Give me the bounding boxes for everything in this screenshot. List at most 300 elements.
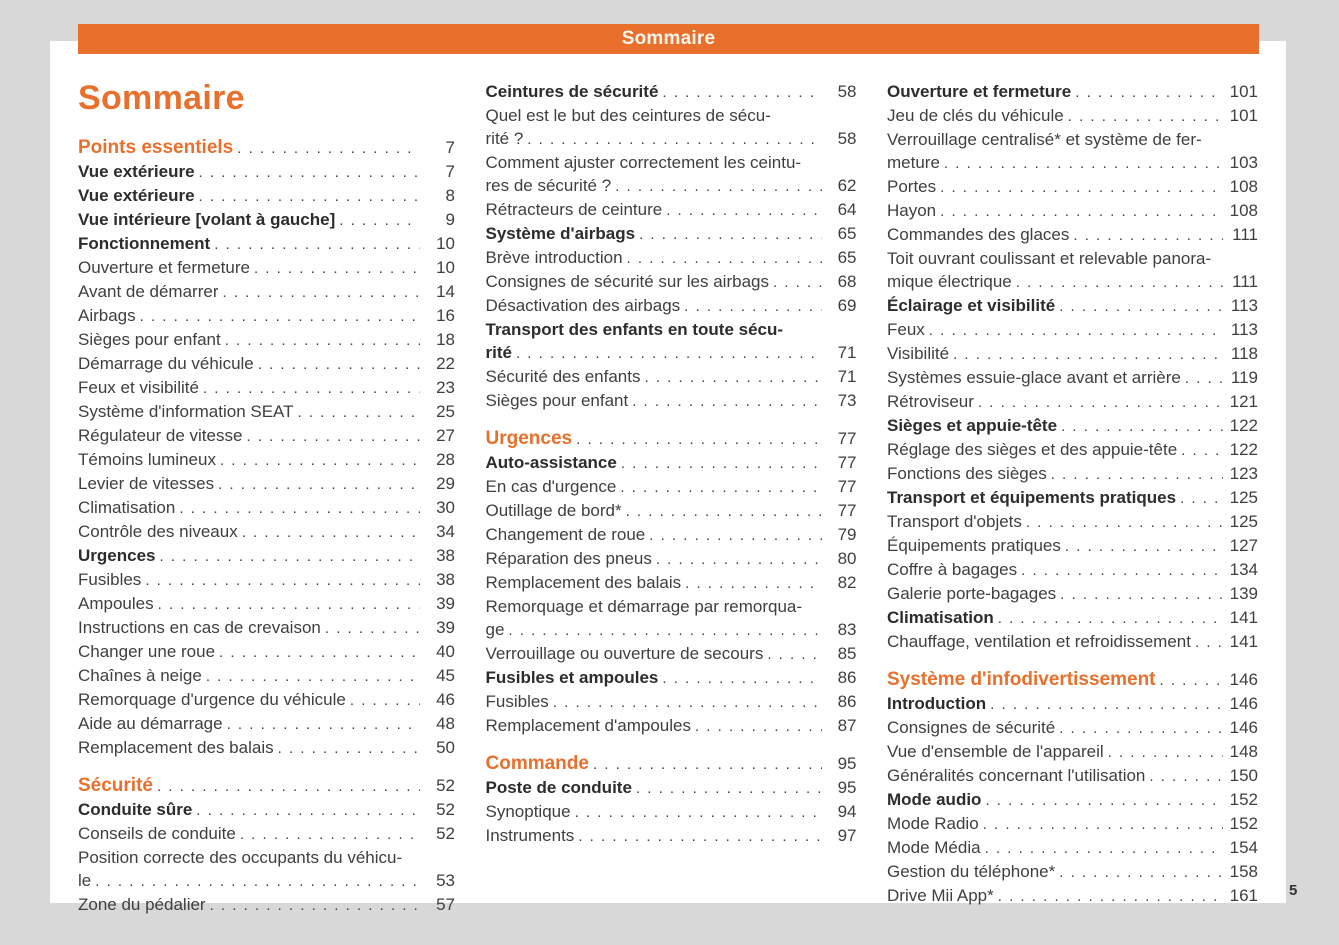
toc-entry[interactable] <box>887 740 1258 764</box>
toc-entry-label: Démarrage du véhicule <box>78 354 254 373</box>
dot-leader <box>1061 415 1223 438</box>
toc-entry-last-line <box>78 640 455 664</box>
toc-entry[interactable] <box>486 151 857 198</box>
toc-entry[interactable] <box>486 690 857 714</box>
toc-entry-last-line <box>887 582 1258 606</box>
toc-entry-last-line <box>78 774 455 798</box>
toc-entry-page: 52 <box>436 776 455 795</box>
toc-entry-last-line <box>887 80 1258 104</box>
toc-entry-last-line <box>486 427 857 451</box>
toc-entry-last-line <box>78 280 455 304</box>
toc-entry-label: Avant de démarrer <box>78 282 219 301</box>
toc-entry-label: Ouverture et fermeture <box>887 82 1072 101</box>
dot-leader <box>298 401 420 424</box>
dot-leader <box>983 813 1223 836</box>
toc-entry[interactable] <box>78 472 455 496</box>
toc-entry-last-line <box>887 716 1258 740</box>
toc-entry[interactable] <box>78 822 455 846</box>
dot-leader <box>210 894 420 917</box>
toc-entry[interactable] <box>486 270 857 294</box>
dot-leader <box>626 500 822 523</box>
toc-entry-label: Points essentiels <box>78 137 234 158</box>
dot-leader <box>1059 861 1223 884</box>
dot-leader <box>620 476 821 499</box>
toc-entry[interactable] <box>486 104 857 151</box>
toc-entry-label: Instructions en cas de crevaison <box>78 618 321 637</box>
toc-entry-page: 9 <box>445 210 455 229</box>
toc-entry-label: Vue extérieure <box>78 186 195 205</box>
dot-leader <box>145 569 420 592</box>
toc-entry-label: Changer une roue <box>78 642 216 661</box>
toc-entry-page: 48 <box>436 714 455 733</box>
dot-leader <box>206 665 420 688</box>
toc-entry[interactable] <box>486 451 857 475</box>
toc-entry[interactable] <box>78 208 455 232</box>
toc-entry[interactable] <box>486 595 857 642</box>
toc-entry[interactable] <box>887 438 1258 462</box>
toc-entry-page: 73 <box>837 391 857 410</box>
toc-entry[interactable] <box>78 400 455 424</box>
dot-leader <box>222 281 420 304</box>
toc-entry[interactable] <box>78 280 455 304</box>
toc-entry-label: Levier de vitesses <box>78 474 215 493</box>
toc-entry-page: 82 <box>837 573 857 592</box>
toc-entry[interactable] <box>78 640 455 664</box>
toc-entry[interactable] <box>887 128 1258 175</box>
toc-entry-page: 139 <box>1229 584 1258 603</box>
toc-entry-label: le <box>78 871 92 890</box>
toc-entry-last-line <box>887 438 1258 462</box>
toc-entry[interactable] <box>78 256 455 280</box>
toc-entry-last-line <box>486 571 857 595</box>
toc-entry-last-line <box>887 764 1258 788</box>
toc-entry-page: 40 <box>436 642 455 661</box>
toc-entry-page: 14 <box>436 282 455 301</box>
toc-entry-label: Vue extérieure <box>78 162 195 181</box>
toc-entry[interactable] <box>78 798 455 822</box>
toc-entry-last-line <box>887 812 1258 836</box>
toc-entry-last-line <box>887 630 1258 654</box>
toc-entry[interactable] <box>887 199 1258 223</box>
toc-entry[interactable] <box>486 571 857 595</box>
toc-entry-label: Synoptique <box>485 802 571 821</box>
dot-leader <box>242 521 420 544</box>
toc-entry-label: mique électrique <box>887 272 1012 291</box>
toc-entry-page: 77 <box>837 501 857 520</box>
toc-entries-column-3 <box>887 80 1258 908</box>
toc-entry-label: Auto-assistance <box>485 453 617 472</box>
toc-entry-label-line: Quel est le but des ceintures de sécu- <box>485 106 771 125</box>
toc-entry[interactable] <box>78 568 455 592</box>
toc-entry[interactable] <box>887 812 1258 836</box>
toc-entry-last-line <box>887 270 1258 294</box>
toc-entry-page: 80 <box>837 549 857 568</box>
toc-entry[interactable] <box>486 642 857 666</box>
toc-entry-page: 8 <box>445 186 455 205</box>
toc-entry-last-line <box>78 616 455 640</box>
toc-entry-label: Aide au démarrage <box>78 714 223 733</box>
toc-entry-last-line <box>78 798 455 822</box>
toc-entry-label: Rétroviseur <box>887 392 974 411</box>
toc-entry-page: 103 <box>1229 153 1258 172</box>
dot-leader <box>644 366 821 389</box>
dot-leader <box>695 715 822 738</box>
toc-entry-last-line <box>887 294 1258 318</box>
toc-entry-page: 10 <box>436 234 455 253</box>
toc-column-2 <box>486 80 857 917</box>
dot-leader <box>220 449 420 472</box>
toc-entry[interactable] <box>486 523 857 547</box>
dot-leader <box>773 271 822 294</box>
toc-entry-last-line <box>78 496 455 520</box>
dot-leader <box>199 161 420 184</box>
toc-entry-label: Remorquage d'urgence du véhicule <box>78 690 346 709</box>
toc-entry[interactable] <box>486 752 857 776</box>
toc-entry-label: Remplacement des balais <box>78 738 274 757</box>
toc-entry[interactable] <box>887 390 1258 414</box>
toc-entry-last-line <box>486 666 857 690</box>
dot-leader <box>227 713 420 736</box>
dot-leader <box>684 295 821 318</box>
toc-entry-page: 58 <box>837 82 857 101</box>
toc-entry-label: Jeu de clés du véhicule <box>887 106 1064 125</box>
toc-entry-label: Fusibles et ampoules <box>485 668 659 687</box>
toc-entry-page: 121 <box>1229 392 1258 411</box>
toc-entry-page: 58 <box>837 129 857 148</box>
toc-entry-page: 71 <box>837 367 857 386</box>
toc-entry-page: 95 <box>837 754 857 773</box>
dot-leader <box>1073 224 1223 247</box>
toc-entry[interactable] <box>887 486 1258 510</box>
toc-entry[interactable] <box>486 222 857 246</box>
toc-entry-label: Fusibles <box>78 570 142 589</box>
toc-entry-last-line <box>887 692 1258 716</box>
toc-entry-label: Système d'infodivertissement <box>887 669 1156 690</box>
toc-entry-last-line <box>887 558 1258 582</box>
toc-entry-last-line <box>78 869 455 893</box>
toc-entry-last-line <box>887 884 1258 908</box>
toc-entry-label-line: Position correcte des occupants du véhicu- <box>78 848 403 867</box>
toc-entry-label: Ouverture et fermeture <box>78 258 250 277</box>
toc-entry-last-line <box>78 520 455 544</box>
dot-leader <box>1051 463 1223 486</box>
dot-leader <box>1065 535 1223 558</box>
toc-entry[interactable] <box>486 547 857 571</box>
toc-column-1 <box>78 80 455 917</box>
toc-entries-column-1 <box>78 136 455 917</box>
toc-entry-last-line <box>78 352 455 376</box>
toc-entry-last-line <box>887 740 1258 764</box>
toc-entry[interactable] <box>78 232 455 256</box>
toc-entry-page: 113 <box>1230 296 1258 315</box>
toc-entry[interactable] <box>887 414 1258 438</box>
toc-entry-page: 83 <box>837 620 857 639</box>
toc-entry[interactable] <box>78 846 455 893</box>
toc-entry-last-line <box>78 568 455 592</box>
toc-entry[interactable] <box>887 247 1258 294</box>
toc-entry-last-line <box>486 824 857 848</box>
toc-entry-page: 86 <box>837 692 857 711</box>
dot-leader <box>639 223 821 246</box>
toc-entry[interactable] <box>78 328 455 352</box>
toc-entry[interactable] <box>887 582 1258 606</box>
toc-entry-last-line <box>887 318 1258 342</box>
toc-entry-last-line <box>486 752 857 776</box>
toc-entry[interactable] <box>486 714 857 738</box>
toc-entry-page: 30 <box>436 498 455 517</box>
toc-entry[interactable] <box>887 294 1258 318</box>
toc-entry[interactable] <box>887 884 1258 908</box>
toc-entry-page: 152 <box>1229 814 1258 833</box>
toc-entry[interactable] <box>486 824 857 848</box>
toc-entry[interactable] <box>78 616 455 640</box>
toc-entry-last-line <box>887 342 1258 366</box>
toc-entry[interactable] <box>78 893 455 917</box>
toc-entry-page: 101 <box>1229 82 1258 101</box>
toc-entry-last-line <box>78 160 455 184</box>
toc-entry-page: 57 <box>436 895 455 914</box>
dot-leader <box>1026 511 1223 534</box>
toc-entry-last-line <box>78 424 455 448</box>
chapter-header-bar <box>78 24 1259 54</box>
toc-entry-page: 125 <box>1229 512 1258 531</box>
dot-leader <box>985 837 1223 860</box>
toc-entry-label: En cas d'urgence <box>485 477 617 496</box>
toc-entry[interactable] <box>887 692 1258 716</box>
toc-entry-last-line <box>78 592 455 616</box>
dot-leader <box>593 753 822 776</box>
toc-entry[interactable] <box>486 318 857 365</box>
toc-entry-page: 97 <box>837 826 857 845</box>
toc-entry[interactable] <box>887 788 1258 812</box>
toc-entry[interactable] <box>887 534 1258 558</box>
toc-entry-label: rité ? <box>485 129 524 148</box>
toc-entry[interactable] <box>486 246 857 270</box>
dot-leader <box>576 428 821 451</box>
toc-entry-label: Système d'airbags <box>485 224 636 243</box>
toc-entry-page: 111 <box>1232 225 1258 244</box>
toc-entry-label-line: Verrouillage centralisé* et système de fer- <box>887 130 1202 149</box>
toc-entry-label: Système d'information SEAT <box>78 402 294 421</box>
toc-entry[interactable] <box>78 688 455 712</box>
dot-leader <box>237 137 420 160</box>
toc-entry-last-line <box>887 175 1258 199</box>
toc-entry-last-line <box>887 223 1258 247</box>
toc-entry-page: 16 <box>436 306 455 325</box>
toc-entry-label: Conseils de conduite <box>78 824 236 843</box>
dot-leader <box>615 175 821 198</box>
toc-entry[interactable] <box>887 318 1258 342</box>
dot-leader <box>575 801 822 824</box>
toc-entry-last-line <box>78 688 455 712</box>
toc-entry-label: Réglage des sièges et des appuie-tête <box>887 440 1178 459</box>
toc-entry[interactable] <box>78 664 455 688</box>
toc-entry-last-line <box>486 523 857 547</box>
toc-entry[interactable] <box>887 223 1258 247</box>
toc-entry-last-line <box>78 664 455 688</box>
toc-entry[interactable] <box>78 736 455 760</box>
toc-entry-label: Fonctions des sièges <box>887 464 1047 483</box>
toc-entry[interactable] <box>887 860 1258 884</box>
toc-entry-page: 29 <box>436 474 455 493</box>
toc-entry[interactable] <box>887 462 1258 486</box>
dot-leader <box>767 643 821 666</box>
dot-leader <box>240 823 420 846</box>
toc-entry-page: 134 <box>1229 560 1258 579</box>
dot-leader <box>1016 271 1223 294</box>
toc-entry-page: 141 <box>1229 632 1258 651</box>
toc-entry[interactable] <box>78 376 455 400</box>
toc-entry-label: Réparation des pneus <box>485 549 652 568</box>
toc-entry-last-line <box>78 472 455 496</box>
toc-entry-page: 108 <box>1229 177 1258 196</box>
toc-entry-label: meture <box>887 153 940 172</box>
toc-entry-last-line <box>887 788 1258 812</box>
toc-entry-last-line <box>78 232 455 256</box>
toc-entry[interactable] <box>78 136 455 160</box>
toc-entry-last-line <box>887 486 1258 510</box>
page-title: Sommaire <box>78 79 245 117</box>
page-number: 5 <box>1289 882 1298 899</box>
toc-entry-last-line <box>486 547 857 571</box>
toc-entry-last-line <box>486 618 857 642</box>
toc-entry-page: 62 <box>837 176 857 195</box>
dot-leader <box>158 593 420 616</box>
toc-entry-page: 79 <box>837 525 857 544</box>
toc-entry[interactable] <box>887 836 1258 860</box>
toc-entry[interactable] <box>887 558 1258 582</box>
toc-entry-label: Fonctionnement <box>78 234 211 253</box>
toc-entry-page: 161 <box>1229 886 1258 905</box>
toc-entry-page: 152 <box>1229 790 1258 809</box>
toc-entry-label: Urgences <box>485 428 573 449</box>
toc-entry-page: 87 <box>837 716 857 735</box>
toc-entry[interactable] <box>486 475 857 499</box>
toc-entry-label: Poste de conduite <box>485 778 632 797</box>
toc-entry-page: 95 <box>837 778 857 797</box>
toc-entry-label: ge <box>485 620 505 639</box>
toc-entry[interactable] <box>486 389 857 413</box>
toc-entry-label: Vue intérieure [volant à gauche] <box>78 210 336 229</box>
toc-entry[interactable] <box>486 365 857 389</box>
toc-entry-page: 141 <box>1229 608 1258 627</box>
toc-entry-last-line <box>486 475 857 499</box>
toc-entry-last-line <box>887 860 1258 884</box>
toc-entry-label: Remplacement des balais <box>485 573 682 592</box>
toc-entry[interactable] <box>486 666 857 690</box>
dot-leader <box>196 799 420 822</box>
toc-entry[interactable] <box>887 716 1258 740</box>
toc-entry[interactable] <box>78 448 455 472</box>
toc-entry-label: Galerie porte-bagages <box>887 584 1057 603</box>
toc-entry-page: 45 <box>436 666 455 685</box>
toc-entry-label: Régulateur de vitesse <box>78 426 243 445</box>
dot-leader <box>214 233 420 256</box>
toc-entry[interactable] <box>887 668 1258 692</box>
toc-entry[interactable] <box>78 184 455 208</box>
dot-leader <box>225 329 420 352</box>
toc-entry[interactable] <box>78 592 455 616</box>
toc-entry[interactable] <box>486 427 857 451</box>
toc-entry-last-line <box>887 534 1258 558</box>
dot-leader <box>339 209 420 232</box>
toc-entry-label: Outillage de bord* <box>485 501 622 520</box>
toc-entry[interactable] <box>887 630 1258 654</box>
toc-entry[interactable] <box>887 175 1258 199</box>
toc-entry[interactable] <box>887 366 1258 390</box>
toc-entry-last-line <box>486 222 857 246</box>
toc-entry[interactable] <box>887 510 1258 534</box>
toc-entry[interactable] <box>486 294 857 318</box>
toc-entry-label: Changement de roue <box>485 525 646 544</box>
toc-entry-label: Introduction <box>887 694 987 713</box>
toc-entry-last-line <box>486 198 857 222</box>
toc-entry[interactable] <box>78 496 455 520</box>
toc-entry[interactable] <box>486 800 857 824</box>
toc-entry[interactable] <box>887 764 1258 788</box>
toc-entry-page: 18 <box>436 330 455 349</box>
toc-entry-last-line <box>486 800 857 824</box>
toc-entry-label: Désactivation des airbags <box>485 296 681 315</box>
toc-entry-page: 28 <box>436 450 455 469</box>
toc-entry-page: 46 <box>436 690 455 709</box>
dot-leader <box>325 617 420 640</box>
toc-entry-last-line <box>486 451 857 475</box>
toc-entry-label: Feux et visibilité <box>78 378 199 397</box>
dot-leader <box>656 548 822 571</box>
dot-leader <box>1059 295 1223 318</box>
dot-leader <box>179 497 420 520</box>
toc-entry-label: Rétracteurs de ceinture <box>485 200 663 219</box>
toc-entry[interactable] <box>78 424 455 448</box>
dot-leader <box>159 545 420 568</box>
toc-entry[interactable] <box>887 606 1258 630</box>
toc-entry[interactable] <box>887 80 1258 104</box>
dot-leader <box>1181 439 1223 462</box>
dot-leader <box>1068 105 1223 128</box>
dot-leader <box>1060 583 1223 606</box>
toc-entry[interactable] <box>78 544 455 568</box>
toc-entry-label: Transport et équipements pratiques <box>887 488 1177 507</box>
toc-entry-last-line <box>486 270 857 294</box>
toc-entry-page: 150 <box>1229 766 1258 785</box>
toc-entry-page: 127 <box>1229 536 1258 555</box>
toc-entry-label-line: Toit ouvrant coulissant et relevable panora- <box>887 249 1212 268</box>
toc-entry[interactable] <box>78 160 455 184</box>
toc-entry-last-line <box>78 736 455 760</box>
toc-entry-label: Feux <box>887 320 925 339</box>
toc-entry[interactable] <box>486 776 857 800</box>
toc-entry[interactable] <box>78 774 455 798</box>
toc-entry[interactable] <box>78 520 455 544</box>
toc-entry[interactable] <box>78 304 455 328</box>
toc-entry-label: Équipements pratiques <box>887 536 1061 555</box>
toc-entry-page: 123 <box>1229 464 1258 483</box>
toc-entry[interactable] <box>887 342 1258 366</box>
dot-leader <box>627 247 822 270</box>
toc-entry-page: 71 <box>837 343 857 362</box>
toc-entry[interactable] <box>486 499 857 523</box>
toc-entry[interactable] <box>486 80 857 104</box>
dot-leader <box>1195 631 1223 654</box>
toc-entry[interactable] <box>486 198 857 222</box>
toc-entry[interactable] <box>887 104 1258 128</box>
toc-entry[interactable] <box>78 712 455 736</box>
toc-entry[interactable] <box>78 352 455 376</box>
dot-leader <box>527 128 821 151</box>
toc-entry-page: 101 <box>1229 106 1258 125</box>
toc-entry-last-line <box>887 366 1258 390</box>
